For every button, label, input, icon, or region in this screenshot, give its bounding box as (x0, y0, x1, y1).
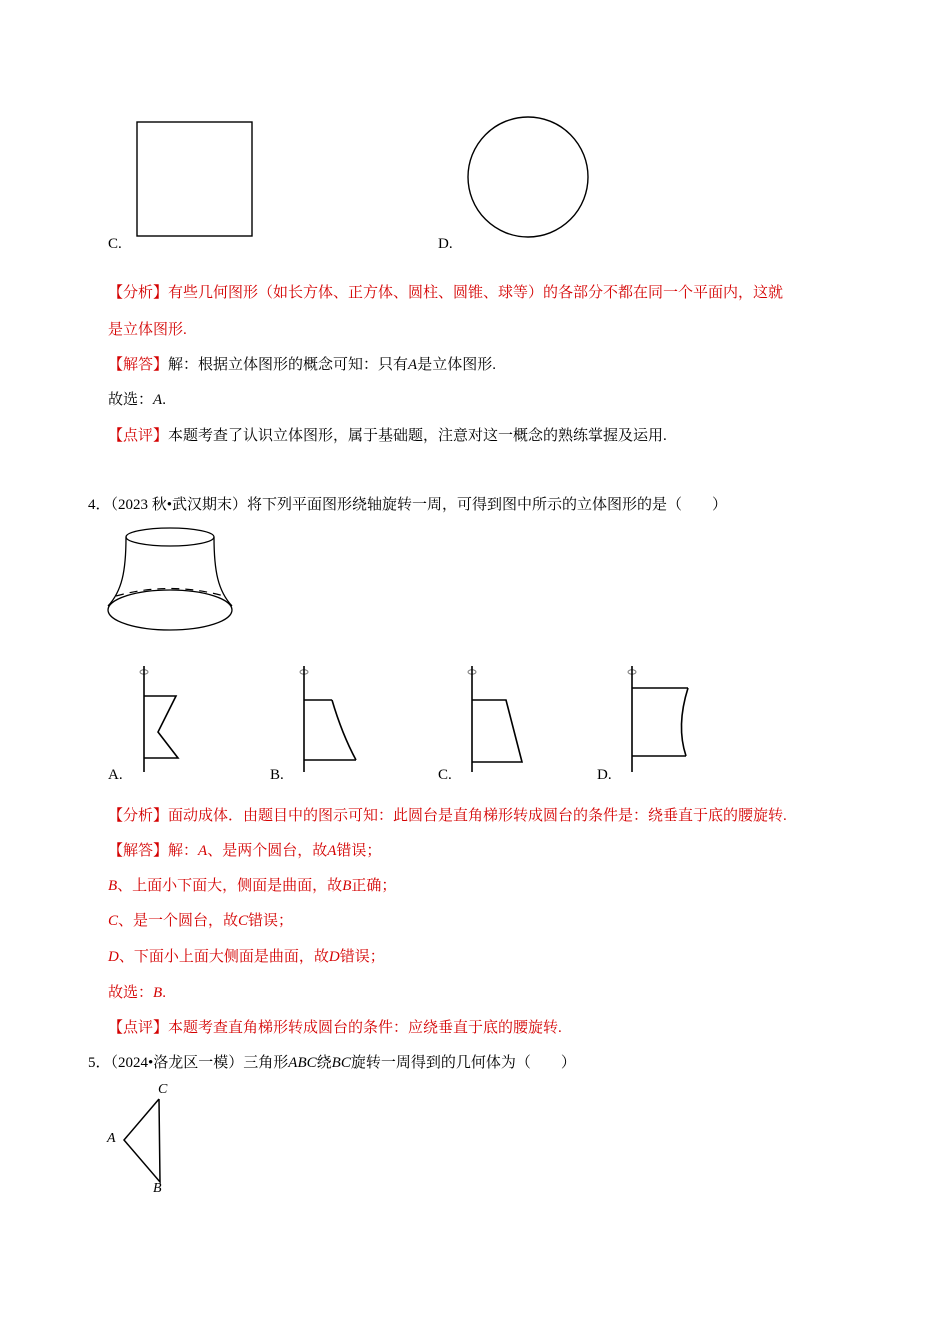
q4-analysis: 【分析】面动成体．由题目中的图示可知：此圆台是直角梯形转成圆台的条件是：绕垂直于底的腰旋转. (108, 808, 787, 824)
analysis-tag: 【分析】 (108, 285, 169, 301)
option-a-figure (132, 664, 192, 774)
q4-option-b-label: B. (270, 767, 284, 783)
q4-solution-c: C、是一个圆台，故C错误； (108, 913, 294, 929)
option-d-label: D. (438, 236, 453, 252)
solution-tag: 【解答】 (108, 843, 169, 859)
square-figure (136, 121, 254, 239)
comment-tag: 【点评】 (108, 1020, 169, 1036)
vertex-c-label: C (158, 1082, 168, 1097)
q4-option-c-label: C. (438, 767, 452, 783)
question-source: （2023 秋•武汉期末） (110, 497, 248, 513)
q3-solution: 【解答】解：根据立体图形的概念可知：只有A是立体图形. (108, 357, 496, 373)
analysis-tag: 【分析】 (108, 808, 169, 824)
q3-comment: 【点评】本题考查了认识立体图形，属于基础题，注意对这一概念的熟练掌握及运用. (108, 428, 667, 444)
option-d-figure (620, 664, 700, 774)
q4-option-a-label: A. (108, 767, 123, 783)
q3-analysis: 【分析】有些几何图形（如长方体、正方体、圆柱、圆锥、球等）的各部分不都在同一个平面内，这就 (108, 285, 784, 301)
frustum-solid-figure (104, 526, 236, 636)
vertex-b-label: B (153, 1181, 162, 1196)
q4-option-d-label: D. (597, 767, 612, 783)
question-number: 4． (88, 497, 111, 513)
q3-analysis-cont: 是立体图形. (108, 322, 187, 338)
q3-choice: 故选：A. (108, 392, 166, 408)
question-source: （2024•洛龙区一模） (110, 1055, 244, 1071)
triangle-abc-figure (104, 1082, 184, 1202)
q4-solution-d: D、下面小上面大侧面是曲面，故D错误； (108, 949, 385, 965)
question-number: 5． (88, 1055, 111, 1071)
option-b-figure (292, 664, 362, 774)
q5-stem: 5．（2024•洛龙区一模）三角形ABC绕BC旋转一周得到的几何体为（ ） (88, 1055, 576, 1071)
q4-solution-a: 【解答】解：A、是两个圆台，故A错误； (108, 843, 382, 859)
solution-tag: 【解答】 (108, 357, 169, 373)
q4-comment: 【点评】本题考查直角梯形转成圆台的条件：应绕垂直于底的腰旋转. (108, 1020, 562, 1036)
q4-stem: 4．（2023 秋•武汉期末）将下列平面图形绕轴旋转一周，可得到图中所示的立体图形的是（ ） (88, 497, 728, 513)
q4-choice: 故选：B. (108, 985, 166, 1001)
comment-tag: 【点评】 (108, 428, 169, 444)
option-c-figure (460, 664, 530, 774)
vertex-a-label: A (107, 1131, 116, 1146)
q4-solution-b: B、上面小下面大，侧面是曲面，故B正确； (108, 878, 397, 894)
circle-figure (466, 116, 590, 240)
option-c-label: C. (108, 236, 122, 252)
